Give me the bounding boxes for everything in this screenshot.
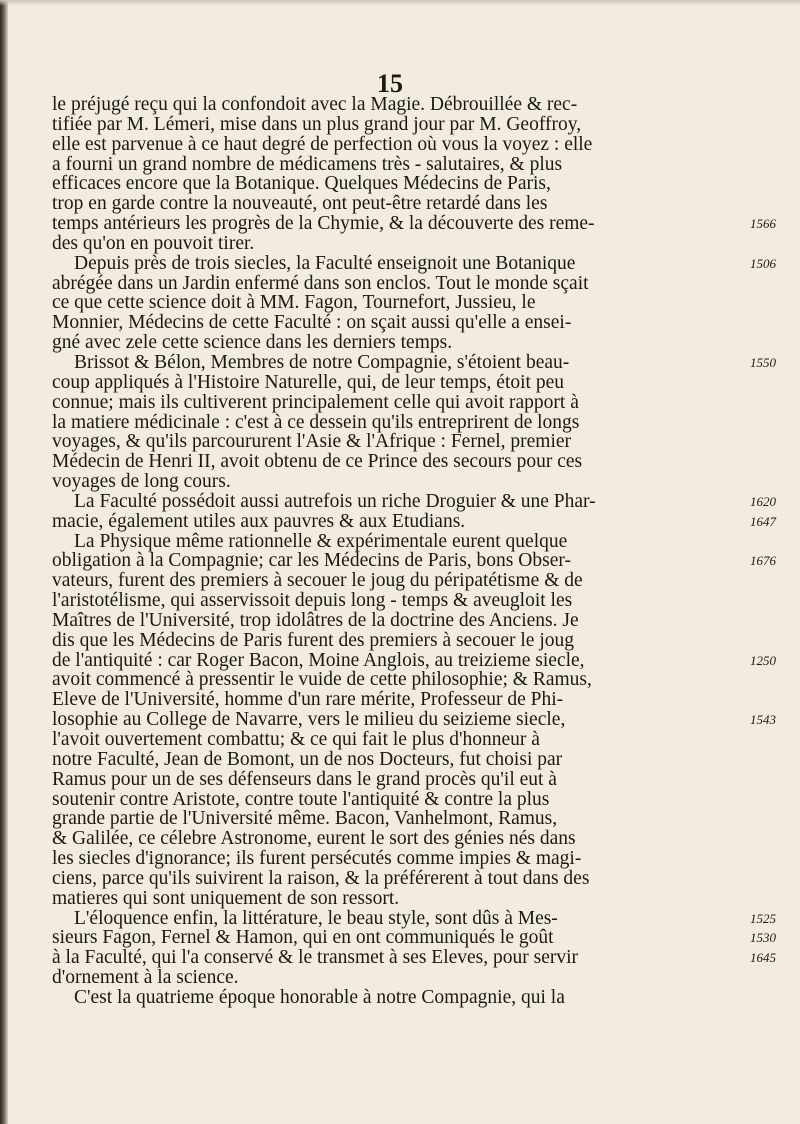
text-line: a fourni un grand nombre de médicamens très - salutaires, & plus [52, 153, 563, 175]
text-line: dis que les Médecins de Paris furent des premiers à secouer le joug [52, 629, 575, 651]
margin-date [750, 988, 796, 1008]
body-text [52, 95, 740, 1008]
margin-date [750, 730, 796, 750]
text-line: des qu'on en pouvoit tirer. [52, 232, 255, 254]
text-line: trop en garde contre la nouveauté, ont peut-être retardé dans les [52, 193, 548, 215]
text-line: d'ornement à la science. [52, 967, 239, 989]
margin-date [750, 790, 796, 810]
text-line: La Physique même rationnelle & expérimentale eurent quelque [74, 530, 568, 552]
text-line: vateurs, furent des premiers à secouer le joug du péripatétisme & de [52, 570, 583, 592]
text-line: Eleve de l'Université, homme d'un rare mérite, Professeur de Phi- [52, 689, 564, 711]
margin-date [750, 591, 796, 611]
margin-date: 1645 [750, 950, 776, 966]
margin-date [750, 155, 796, 175]
text-line: Maîtres de l'Université, trop idolâtres de la doctrine des Anciens. Je [52, 609, 579, 631]
margin-date [750, 95, 796, 115]
margin-date [750, 135, 796, 155]
text-line: elle est parvenue à ce haut degré de perfection où vous la voyez : elle [52, 133, 593, 155]
text-line: de l'antiquité : car Roger Bacon, Moine Anglois, au treizieme siecle, [52, 649, 585, 671]
text-line: sieurs Fagon, Fernel & Hamon, qui en ont communiqués le goût [52, 927, 554, 949]
margin-date: 1676 [750, 553, 776, 569]
text-line: losophie au College de Navarre, vers le milieu du seizieme siecle, [52, 709, 566, 731]
text-line: gné avec zele cette science dans les derniers temps. [52, 332, 453, 354]
text-line: avoit commencé à pressentir le vuide de cette philosophie; & Ramus, [52, 669, 592, 691]
text-line: voyages de long cours. [52, 471, 231, 493]
margin-date [750, 413, 796, 433]
margin-date: 1550 [750, 354, 776, 370]
text-line: Médecin de Henri II, avoit obtenu de ce Prince des secours pour ces [52, 451, 583, 473]
margin-date [750, 115, 796, 135]
text-line: les siecles d'ignorance; ils furent persécutés comme impies & magi- [52, 848, 582, 870]
margin-date [750, 829, 796, 849]
margin-date [750, 809, 796, 829]
margin-date: 1620 [750, 493, 776, 509]
margin-date [750, 472, 796, 492]
text-line: la matiere médicinale : c'est à ce dessein qu'ils entreprirent de longs [52, 411, 580, 433]
text-line: L'éloquence enfin, la littérature, le beau style, sont dûs à Mes- [74, 907, 558, 929]
margin-date: 1506 [750, 255, 776, 271]
text-line: matieres qui sont uniquement de son ressort. [52, 887, 400, 909]
text-line: abrégée dans un Jardin enfermé dans son enclos. Tout le monde sçait [52, 272, 589, 294]
text-line: & Galilée, ce célebre Astronome, eurent le sort des génies nés dans [52, 828, 576, 850]
margin-date [750, 373, 796, 393]
text-line: temps antérieurs les progrès de la Chymie, & la découverte des reme- [52, 213, 595, 235]
text-line: l'aristotélisme, qui asservissoit depuis long - temps & aveugloit les [52, 590, 573, 612]
margin-date: 1250 [750, 652, 776, 668]
page-number: 15 [377, 69, 403, 98]
text-line: Depuis près de trois siecles, la Faculté enseignoit une Botanique [74, 252, 576, 274]
text-line: obligation à la Compagnie; car les Médecins de Paris, bons Obser- [52, 550, 571, 572]
margin-date [750, 174, 796, 194]
margin-date [750, 452, 796, 472]
text-line: La Faculté possédoit aussi autrefois un riche Droguier & une Phar- [74, 490, 596, 512]
margin-date [750, 393, 796, 413]
margin-date [750, 690, 796, 710]
margin-date [750, 333, 796, 353]
text-line: à la Faculté, qui l'a conservé & le transmet à ses Eleves, pour servir [52, 947, 579, 969]
margin-date [750, 293, 796, 313]
margin-date [750, 611, 796, 631]
margin-date [750, 274, 796, 294]
text-line: voyages, & qu'ils parcoururent l'Asie & l'Afrique : Fernel, premier [52, 431, 572, 453]
margin-date [750, 432, 796, 452]
text-line: le préjugé reçu qui la confondoit avec la Magie. Débrouillée & rec- [52, 94, 578, 115]
text-line: tifiée par M. Lémeri, mise dans un plus grand jour par M. Geoffroy, [52, 113, 582, 135]
margin-dates [750, 95, 796, 1008]
text-line: Monnier, Médecins de cette Faculté : on sçait aussi qu'elle a ensei- [52, 312, 572, 334]
margin-date [750, 532, 796, 552]
margin-date: 1647 [750, 513, 776, 529]
text-line: C'est la quatrieme époque honorable à notre Compagnie, qui la [74, 986, 565, 1008]
margin-date [750, 750, 796, 770]
margin-date [750, 849, 796, 869]
margin-date [750, 670, 796, 690]
margin-date: 1530 [750, 930, 776, 946]
text-line: soutenir contre Aristote, contre toute l'antiquité & contre la plus [52, 788, 550, 810]
margin-date [750, 194, 796, 214]
text-line: notre Faculté, Jean de Bomont, un de nos Docteurs, fut choisi par [52, 748, 563, 770]
text-line: Brissot & Bélon, Membres de notre Compagnie, s'étoient beau- [74, 351, 570, 373]
margin-date [750, 889, 796, 909]
text-line: macie, également utiles aux pauvres & aux Etudians. [52, 510, 466, 532]
margin-date [750, 313, 796, 333]
margin-date [750, 234, 796, 254]
margin-date: 1525 [750, 910, 776, 926]
text-line: ce que cette science doit à MM. Fagon, Tournefort, Jussieu, le [52, 292, 536, 314]
margin-date [750, 968, 796, 988]
text-line: l'avoit ouvertement combattu; & ce qui fait le plus d'honneur à [52, 729, 540, 750]
text-line: connue; mais ils cultiverent principalement celle qui avoit rapport à [52, 391, 579, 413]
margin-date [750, 770, 796, 790]
text-line: Ramus pour un de ses défenseurs dans le grand procès qu'il eut à [52, 768, 557, 790]
margin-date [750, 631, 796, 651]
margin-date: 1543 [750, 712, 776, 728]
text-line: coup appliqués à l'Histoire Naturelle, qui, de leur temps, étoit peu [52, 371, 564, 393]
text-line: efficaces encore que la Botanique. Quelques Médecins de Paris, [52, 173, 551, 195]
text-line: ciens, parce qu'ils suivirent la raison, & la préférerent à tout dans des [52, 867, 590, 889]
margin-date [750, 869, 796, 889]
book-spine-shadow [0, 0, 8, 1124]
margin-date [750, 571, 796, 591]
text-line: grande partie de l'Université même. Bacon, Vanhelmont, Ramus, [52, 808, 558, 830]
margin-date: 1566 [750, 216, 776, 232]
page-top-edge [0, 0, 800, 6]
